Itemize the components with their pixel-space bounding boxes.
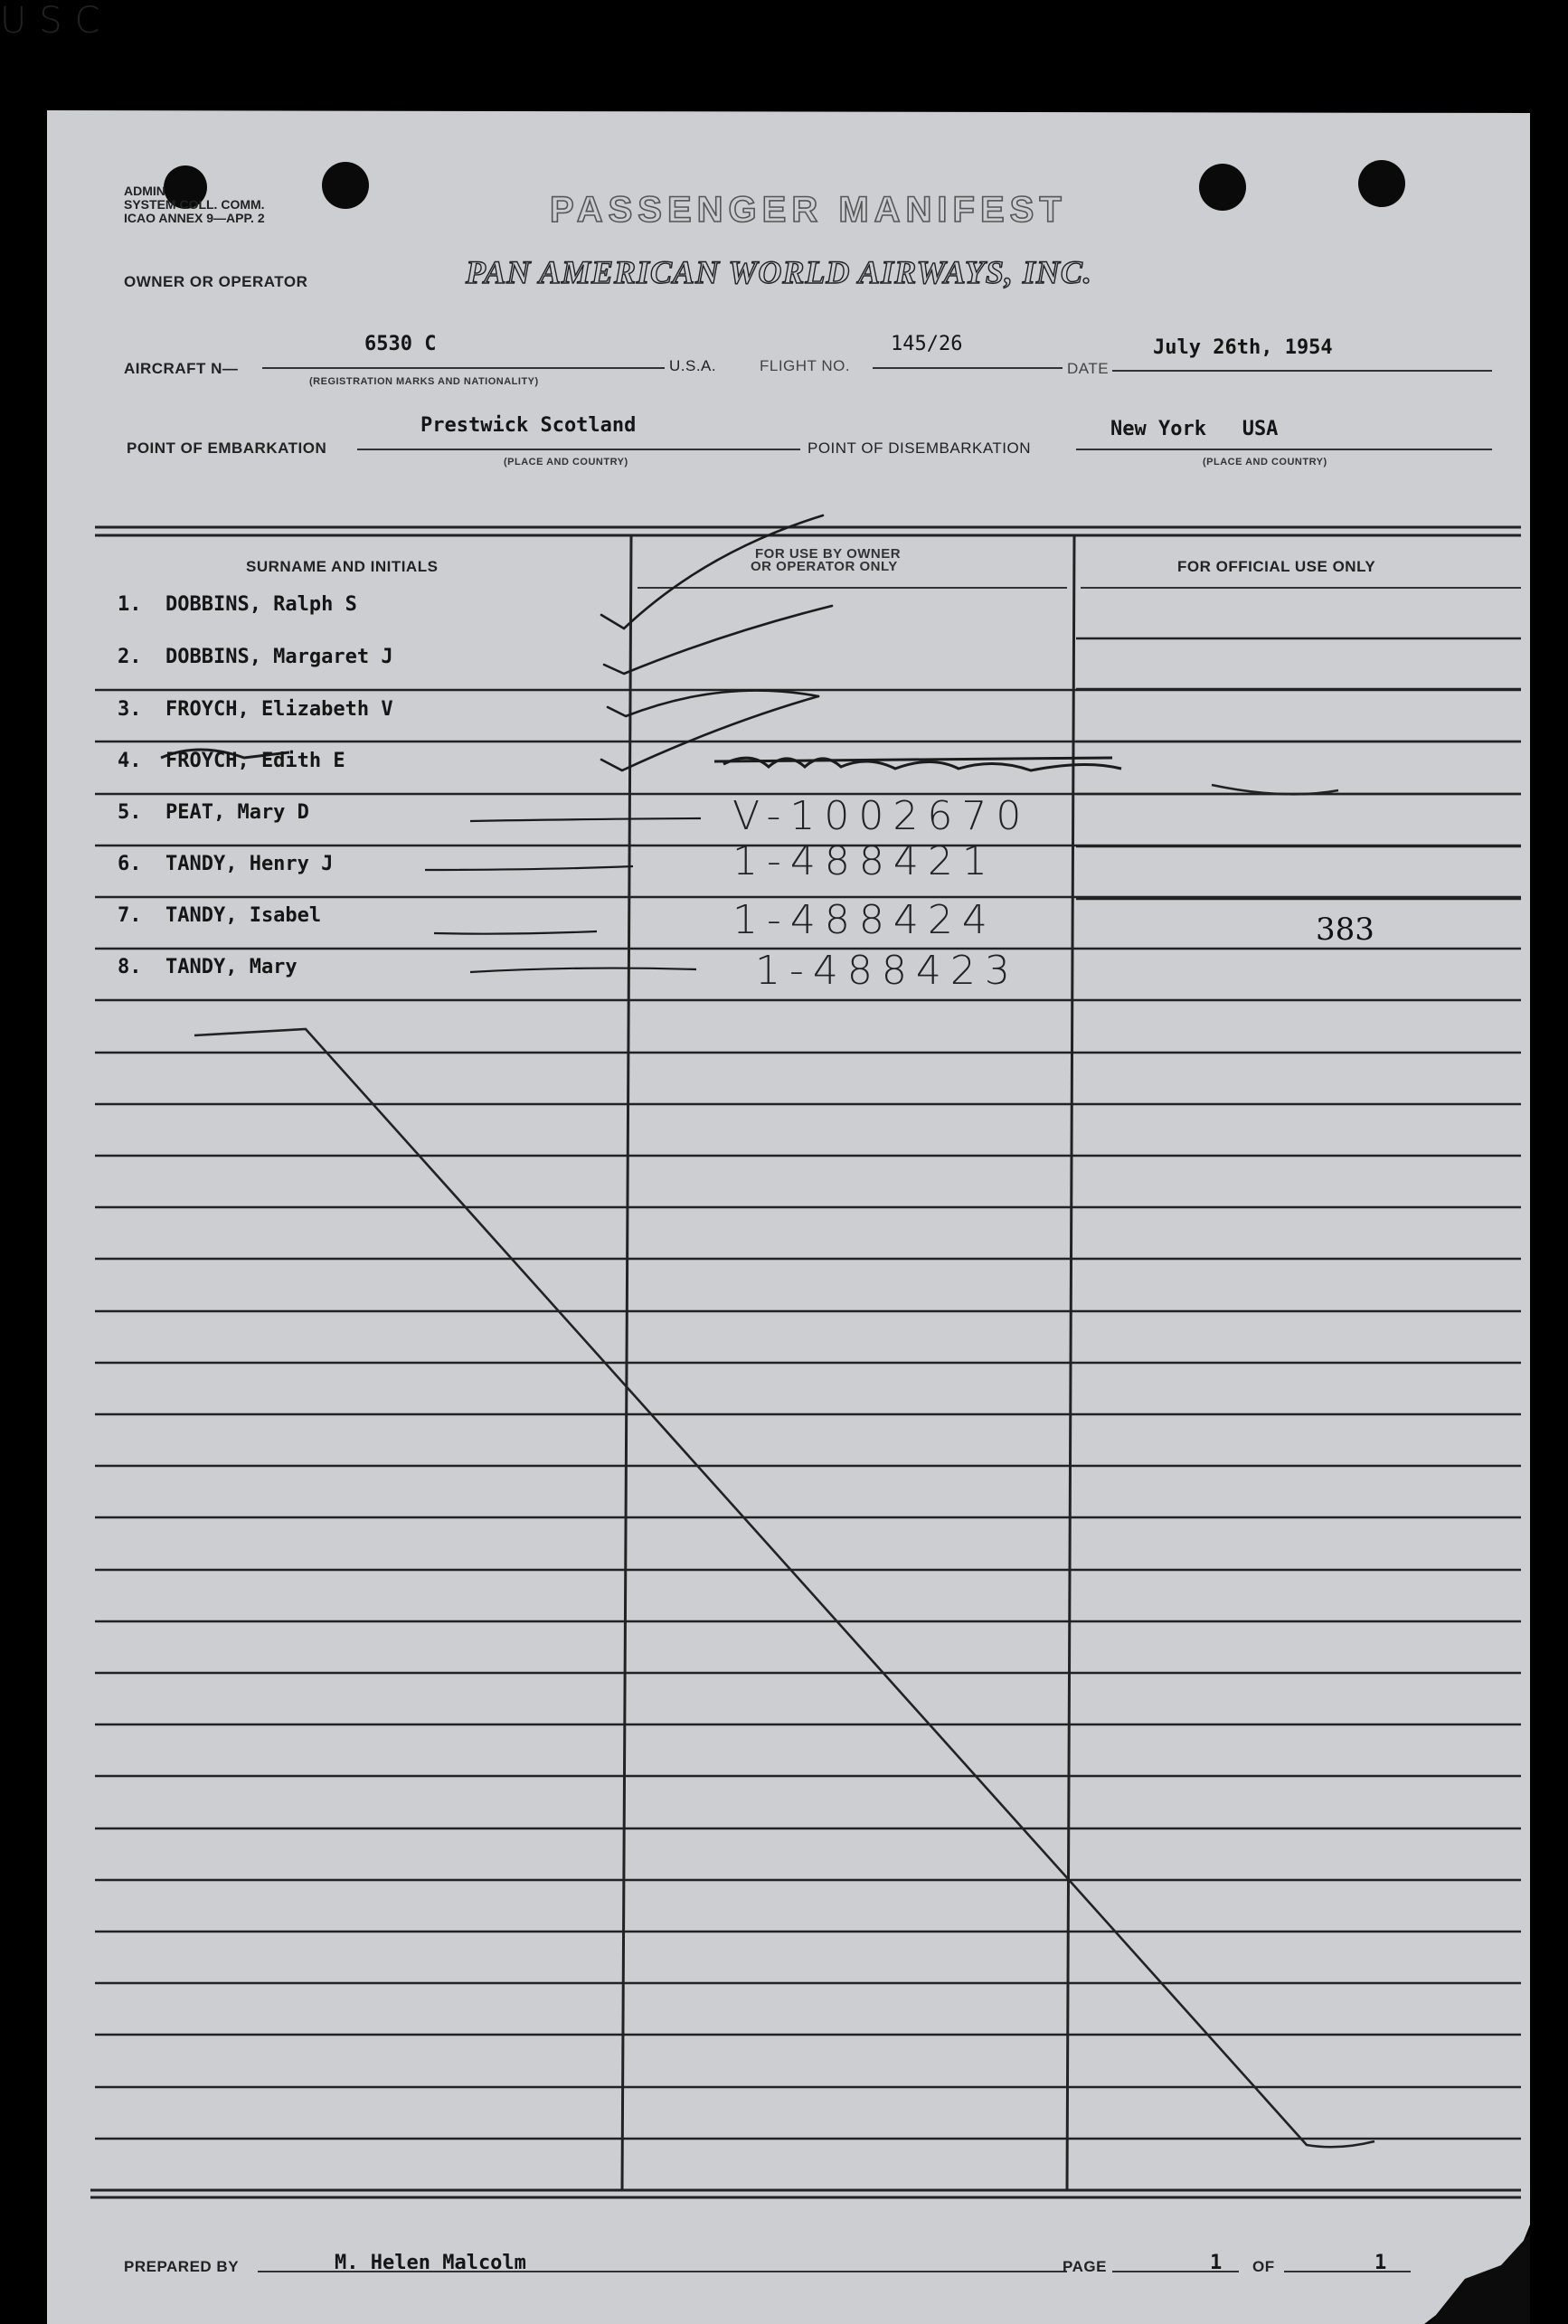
usa-label: U.S.A. [669, 357, 717, 374]
form-code-line-3: ICAO ANNEX 9—APP. 2 [124, 211, 265, 225]
passenger-name: 7. TANDY, Isabel [118, 904, 322, 927]
prepared-value: M. Helen Malcolm [335, 2252, 526, 2274]
owner-label: OWNER OR OPERATOR [124, 273, 308, 290]
form-code-line-1: ADMIN [124, 184, 165, 198]
official-use-entry: 383 [1316, 912, 1374, 948]
date-value: July 26th, 1954 [1153, 336, 1333, 359]
col-header-owner-1: FOR USE BY OWNER [755, 546, 902, 562]
passenger-name: 3. FROYCH, Elizabeth V [118, 698, 393, 721]
disembark-note: (PLACE AND COUNTRY) [1203, 457, 1327, 468]
owner-use-entry: 1-488424 [732, 897, 997, 943]
page-label: PAGE [1063, 2258, 1107, 2275]
aircraft-value: 6530 C [364, 333, 437, 355]
of-value: 1 [1374, 2252, 1387, 2274]
passenger-name: 8. TANDY, Mary [118, 956, 298, 978]
punch-hole [322, 162, 369, 209]
col-header-owner-2: OR OPERATOR ONLY [751, 559, 898, 574]
embark-value: Prestwick Scotland [420, 414, 637, 437]
passenger-name: 6. TANDY, Henry J [118, 853, 334, 875]
owner-use-entry: 1-488421 [732, 838, 997, 884]
form-code-line-2: SYSTEM COLL. COMM. [124, 197, 265, 212]
disembark-value: New York USA [1110, 418, 1279, 440]
date-label: DATE [1067, 360, 1110, 377]
passenger-name: 2. DOBBINS, Margaret J [118, 646, 393, 668]
disembark-label: POINT OF DISEMBARKATION [808, 439, 1032, 457]
prepared-label: PREPARED BY [124, 2258, 240, 2275]
passenger-name: 1. DOBBINS, Ralph S [118, 593, 357, 616]
company-name: PAN AMERICAN WORLD AIRWAYS, INC. [466, 254, 1092, 290]
col-header-official: FOR OFFICIAL USE ONLY [1177, 558, 1376, 575]
embark-label: POINT OF EMBARKATION [127, 439, 327, 457]
flight-label: FLIGHT NO. [760, 357, 851, 374]
passenger-name: 5. PEAT, Mary D [118, 801, 309, 824]
owner-use-entry: V-1002670 [732, 793, 1031, 839]
registration-note: (REGISTRATION MARKS AND NATIONALITY) [309, 376, 539, 387]
page-title: PASSENGER MANIFEST [550, 190, 1067, 230]
page-value: 1 [1210, 2252, 1223, 2274]
embark-note: (PLACE AND COUNTRY) [504, 457, 628, 468]
col-header-surname: SURNAME AND INITIALS [246, 558, 439, 575]
passenger-name: 4. FROYCH, Edith E [118, 750, 345, 772]
flight-value: 145/26 [891, 333, 963, 355]
aircraft-label: AIRCRAFT N— [124, 360, 239, 377]
punch-hole [1199, 164, 1246, 211]
punch-hole [1358, 160, 1405, 207]
official-use-entry: USC [0, 0, 113, 42]
owner-use-entry: 1-488423 [755, 948, 1019, 994]
of-label: OF [1252, 2258, 1275, 2275]
